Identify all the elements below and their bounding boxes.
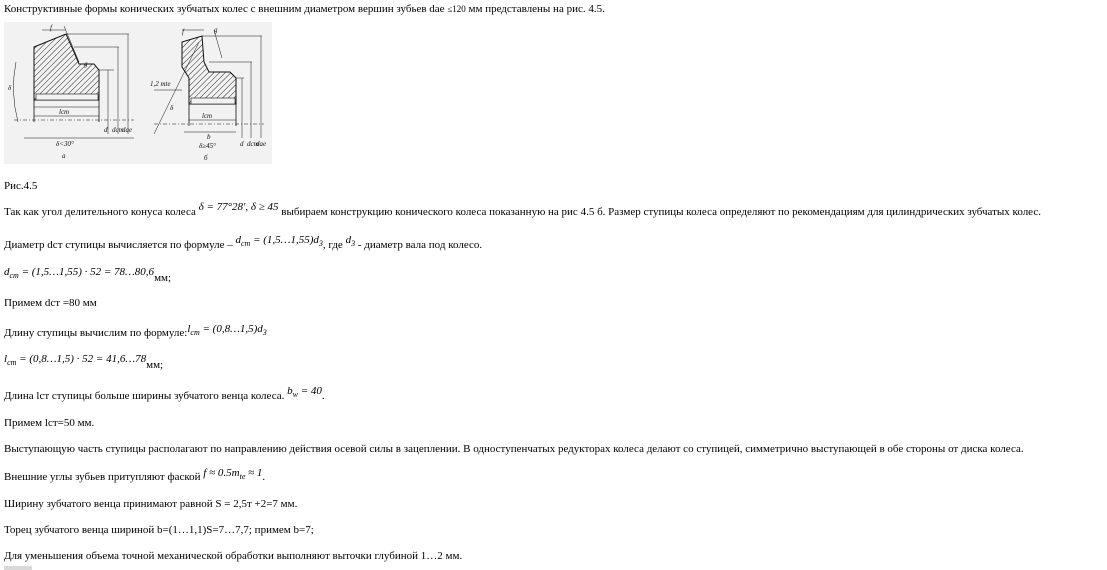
para-6-after: . xyxy=(262,471,266,483)
intro-leq: ≤120 xyxy=(447,4,466,14)
fig-a-angle: δ<30° xyxy=(56,140,74,148)
para-6-before: Внешние углы зубьев притупляют фаской xyxy=(4,471,201,483)
intro-text: Конструктивные формы конических зубчатых колес с внешним диаметром вершин зубьев dae xyxy=(4,3,445,15)
fig-b-angle: δ≥45° xyxy=(199,142,216,150)
fig-b-dst: dст xyxy=(247,140,259,148)
para-6 xyxy=(4,467,266,485)
para-7: Ширину зубчатого венца принимают равной S = 2,5т +2=7 мм. xyxy=(4,498,298,510)
fig-a-f: f xyxy=(50,24,52,32)
calc-2-unit: мм; xyxy=(146,359,164,371)
fig-b-d: d xyxy=(240,140,244,148)
calc-1-unit: мм; xyxy=(154,272,172,284)
para-3 xyxy=(4,323,267,341)
fig-b-b: b xyxy=(207,133,211,141)
para-4-formula: $b_w = 40$ xyxy=(287,385,322,399)
para-9: Для уменьшения объема точной механической обработки выполняют выточки глубиной 1…2 мм. xyxy=(4,550,463,562)
fig-b-12m: 1,2 mte xyxy=(150,80,171,88)
fig-a-label: а xyxy=(62,152,66,160)
para-1-formula: δ = 77°28', δ ≥ 45 xyxy=(198,201,279,213)
fig-a-g: g xyxy=(84,60,88,68)
figure-4-5 xyxy=(4,22,272,164)
para-2-d3: $d_3$ xyxy=(345,234,356,248)
para-6-formula: $f \approx 0.5m_{te} \approx 1$ xyxy=(203,467,263,481)
accept-2: Примем lст=50 мм. xyxy=(4,417,95,429)
para-2-after: - диаметр вала под колесо. xyxy=(357,239,483,251)
fig-b-lst: lст xyxy=(202,112,213,120)
fig-b-label: б xyxy=(204,154,208,162)
para-2-formula: $d_{ст}$ = $(1,5\dots 1,55)d_3$ xyxy=(235,234,323,248)
para-1-before: Так как угол делительного конуса колеса xyxy=(4,206,196,218)
accept-1: Примем dст =80 мм xyxy=(4,297,97,309)
fig-b-f: f xyxy=(182,28,184,36)
fig-a-d: d xyxy=(104,126,108,134)
para-4-after: . xyxy=(321,390,325,402)
para-1 xyxy=(4,201,1041,219)
para-2 xyxy=(4,234,483,253)
figure-drawing xyxy=(4,22,272,164)
para-1-after: выбираем конструкцию конического колеса показанную на рис 4.5 б. Размер ступицы колеса определяют по рекомендациям для цилиндрических зубчатых колес. xyxy=(281,206,1041,218)
horizontal-scrollbar-thumb[interactable] xyxy=(4,566,32,570)
calc-2-formula: $l_{ст}$ = (0,8…1,5) · 52 = 41,6…78 xyxy=(4,353,147,367)
para-8: Торец зубчатого венца шириной b=(1…1,1)S=7…7,7; примем b=7; xyxy=(4,524,314,536)
fig-b-dae: dае xyxy=(256,140,267,148)
calc-1-formula: $d_{ст}$ = (1,5…1,55) · 52 = 78…80,6 xyxy=(4,266,155,280)
figure-caption: Рис.4.5 xyxy=(4,180,38,192)
fig-a-dst: dст xyxy=(112,126,124,134)
para-3-before: Длину ступицы вычислим по формуле: xyxy=(4,327,188,339)
fig-b-g: g xyxy=(214,26,218,34)
calc-1 xyxy=(4,265,172,284)
calc-2 xyxy=(4,352,164,371)
para-2-before: Диаметр dст ступицы вычисляется по формуле – xyxy=(4,239,233,251)
drawing-a xyxy=(13,26,134,138)
para-5: Выступающую часть ступицы располагают по направлению действия осевой силы в зацеплении. В одноступенчатых редукторах колеса делают со ступицей, симметрично выступающей в обе стороны от диска колеса. xyxy=(4,443,1024,455)
para-4 xyxy=(4,385,325,404)
fig-a-lst: lст xyxy=(59,108,70,116)
fig-a-dae: dае xyxy=(122,126,133,134)
para-4-before: Длина lст ступицы больше ширины зубчатого венца колеса. xyxy=(4,390,285,402)
fig-a-delta: δ xyxy=(8,84,12,92)
para-3-formula: $l_{ст}$ = $(0,8\dots 1,5)d_3$ xyxy=(187,323,267,337)
intro-tail: мм представлены на рис. 4.5. xyxy=(468,3,605,15)
fig-b-delta: δ xyxy=(170,104,174,112)
intro-line xyxy=(4,2,605,16)
para-2-mid: , где xyxy=(322,239,343,251)
